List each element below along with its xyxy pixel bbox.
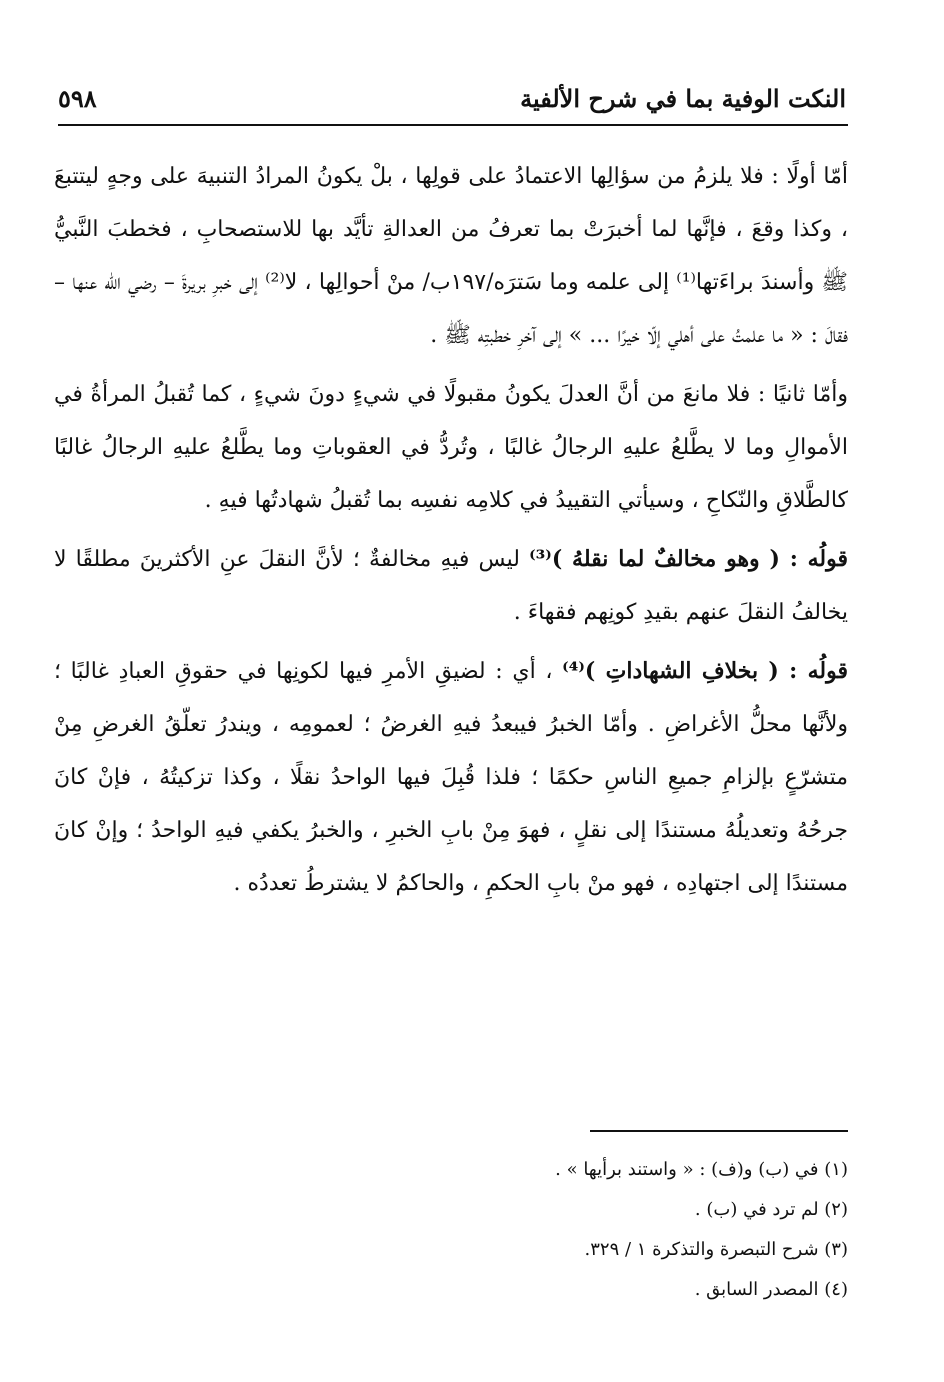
main-text [54, 150, 848, 916]
footnote-3: (٣) شرح التبصرة والتذكرة ١ / ٣٢٩. [584, 1239, 848, 1260]
paragraph-3-quote: ( وهو مخالفٌ لما نقلهُ )⁽³⁾ [529, 546, 780, 572]
page-number: ٥٩٨ [58, 84, 97, 113]
paragraph-2 [54, 368, 848, 527]
paragraph-1-text: أمّا أولًا : فلا يلزمُ من سؤالِها الاعتمادُ على قولِها ، بلْ يكونُ المرادُ التنبيهَ على وجهٍ ليتتبعَ ، وكذا وقعَ ، فإنَّها لما أخبرَتْ بما تعرفُ من العدالةِ تأيَّد بها للاستصحابِ ، فخطبَ النَّبيُّ ﷺ وأسندَ براءَتها⁽¹⁾ إلى علمه وما سَترَه/١٩٧ب/ منْ أحوالِها ، لا⁽²⁾ إلى خبرِ بريرةَ – رضي اللّه عنها – فقالَ : « ما علمتُ على أهلي إلّا خيرًا ... » إلى آخرِ خطبتِه ﷺ . [54, 164, 848, 348]
footnote-4: (٤) المصدر السابق . [694, 1279, 848, 1300]
paragraph-3-lead: قولُه : [779, 546, 848, 572]
header-rule [58, 124, 848, 126]
running-title: النكت الوفية بما في شرح الألفية [520, 84, 846, 113]
paragraph-2-text: وأمّا ثانيًا : فلا مانعَ من أنَّ العدلَ يكونُ مقبولًا في شيءٍ دونَ شيءٍ ، كما تُقبلُ المرأةُ في الأموالِ وما لا يطَّلعُ عليهِ الرجالُ غالبًا ، وتُردُّ في العقوباتِ وما يطَّلعُ عليهِ الرجالُ غالبًا كالطَّلاقِ والنّكاحِ ، وسيأتي التقييدُ في كلامِه نفسِه بما تُقبلُ شهادتُها فيهِ . [54, 382, 848, 513]
paragraph-1 [54, 150, 848, 362]
footnote-2: (٢) لم ترد في (ب) . [694, 1199, 848, 1220]
paragraph-4-lead: قولُه : [778, 658, 848, 684]
paragraph-4-quote: ( بخلافِ الشهاداتِ )⁽⁴⁾ [562, 658, 779, 684]
page-header [58, 76, 846, 124]
footnotes [54, 1150, 848, 1310]
footnote-rule [590, 1130, 848, 1132]
paragraph-4-text: ، أي : لضيقِ الأمرِ فيها لكونِها في حقوقِ العبادِ غالبًا ؛ ولأنَّها محلُّ الأغراضِ . وأمّا الخبرُ فيبعدُ فيهِ الغرضُ ؛ لعمومِه ، ويندرُ تعلّقُ الغرضِ مِنْ متشرّعٍ بإلزامِ جميعِ الناسِ حكمًا ؛ فلذا قُبِلَ فيها الواحدُ نقلًا ، وكذا تزكيتُهُ ، فإنْ كانَ جرحُهُ وتعديلُهُ مستندًا إلى نقلٍ ، فهوَ مِنْ بابِ الخبرِ ، والخبرُ يكفي فيهِ الواحدُ ؛ وإنْ كانَ مستندًا إلى اجتهادِه ، فهو منْ بابِ الحكمِ ، والحاكمُ لا يشترطُ تعددُه . [54, 659, 849, 896]
footnote-1: (١) في (ب) و(ف) : « واستند برأيها » . [555, 1159, 848, 1180]
paragraph-3 [54, 533, 848, 639]
paragraph-4 [54, 645, 848, 910]
paragraph-3-text: ليس فيهِ مخالفةٌ ؛ لأنَّ النقلَ عنِ الأكثرينَ مطلقًا لا يخالفُ النقلَ عنهم بقيدِ كونِهم فقهاءَ . [54, 547, 848, 625]
